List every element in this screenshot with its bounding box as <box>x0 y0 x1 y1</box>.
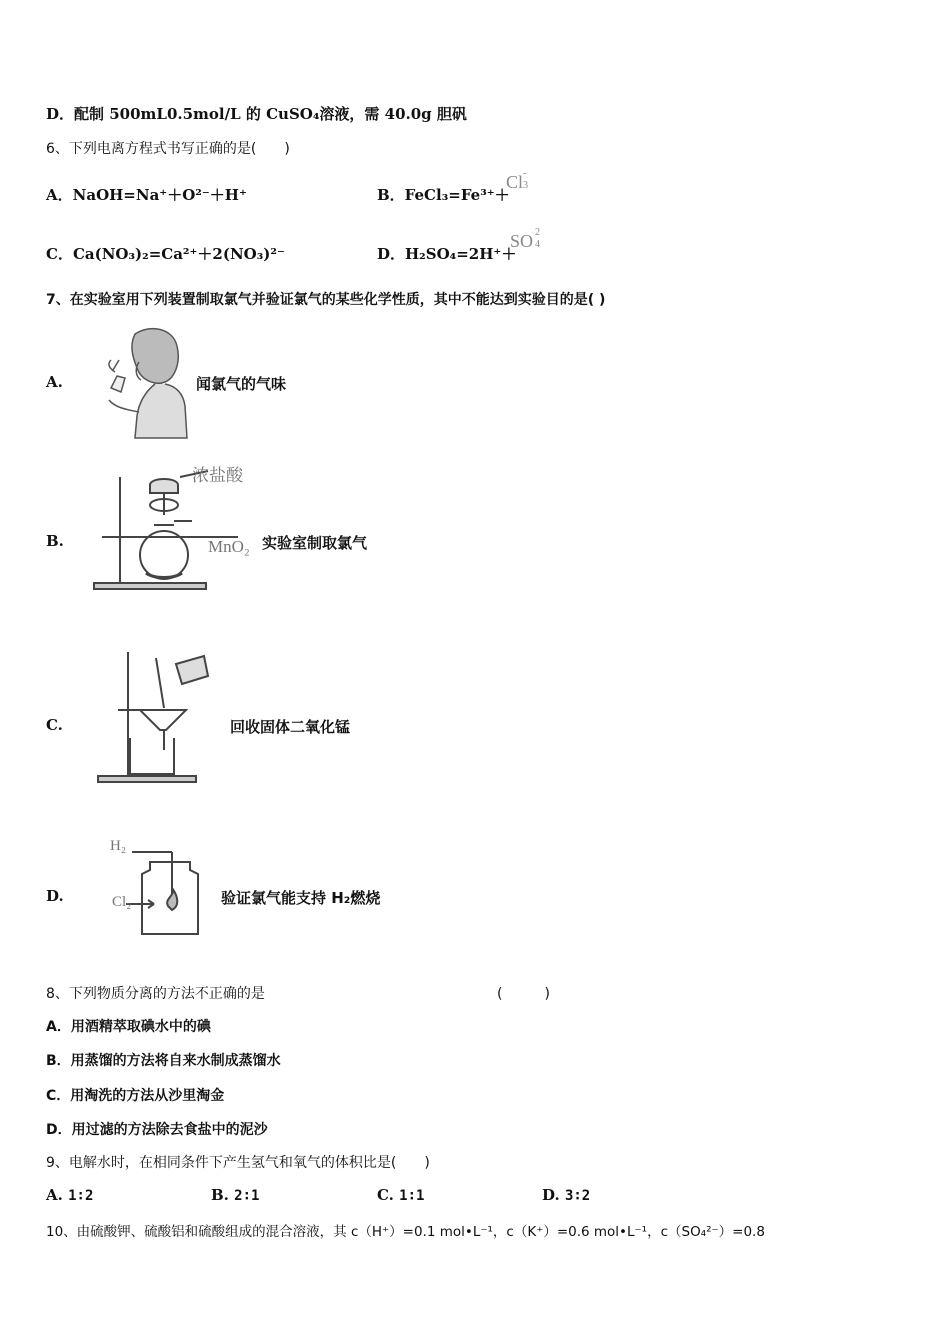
q7-c-filtration-apparatus <box>78 638 228 798</box>
q7-option-b-caption: 实验室制取氯气 <box>262 534 368 552</box>
q7-option-c-label: C. <box>46 716 63 734</box>
q7-option-c-caption: 回收固体二氧化锰 <box>230 718 351 736</box>
q8-option-a: A．用酒精萃取碘水中的碘 <box>46 1019 211 1035</box>
q7-option-a-label: A. <box>46 373 63 391</box>
q6-stem: 6、下列电离方程式书写正确的是( ) <box>46 141 290 157</box>
q5-option-d: D．配制 500mL0.5mol/L 的 CuSO₄溶液，需 40.0g 胆矾 <box>46 105 467 123</box>
q8-answer-paren: ( ) <box>497 986 550 1002</box>
q7-b-mno2-label: MnO₂ <box>208 537 250 556</box>
q8-stem: 8、下列物质分离的方法不正确的是 <box>46 986 265 1002</box>
q7-option-a-caption: 闻氯气的气味 <box>196 375 287 393</box>
q7-b-conc-hcl-label: 浓盐酸 <box>192 466 243 485</box>
q7-option-b-label: B. <box>46 532 64 550</box>
q9-stem: 9、电解水时，在相同条件下产生氢气和氧气的体积比是( ) <box>46 1155 430 1171</box>
q6-option-c: C．Ca(NO₃)₂=Ca²⁺＋2(NO₃)²⁻ <box>46 245 285 263</box>
q7-d-cl2-label: Cl₂ <box>112 894 132 910</box>
q7-option-d-caption: 验证氯气能支持 H₂燃烧 <box>221 889 381 907</box>
q7-a-smelling-figure <box>95 322 195 440</box>
q7-option-d-label: D. <box>46 887 64 905</box>
q8-option-d: D．用过滤的方法除去食盐中的泥沙 <box>46 1122 268 1138</box>
q8-option-c: C．用淘洗的方法从沙里淘金 <box>46 1088 225 1104</box>
q6-option-a: A．NaOH=Na⁺＋O²⁻＋H⁺ <box>46 186 247 204</box>
q9-option-b: B. 2∶1 <box>211 1186 260 1204</box>
q9-option-d: D. 3∶2 <box>542 1186 591 1204</box>
q6-option-b-ion: Cl - 3 <box>506 168 529 192</box>
q6-option-d-ion: SO 2 4 <box>510 227 541 251</box>
q8-option-b: B．用蒸馏的方法将自来水制成蒸馏水 <box>46 1053 281 1069</box>
q10-stem: 10、由硫酸钾、硫酸铝和硫酸组成的混合溶液，其 c（H⁺）=0.1 mol•L⁻¹，c（K⁺）=0.6 mol•L⁻¹，c（SO₄²⁻）=0.8 <box>46 1224 765 1240</box>
q9-option-a: A. 1∶2 <box>46 1186 94 1204</box>
q9-option-c: C. 1∶1 <box>377 1186 425 1204</box>
q6-option-d: D．H₂SO₄=2H⁺＋ <box>377 245 517 263</box>
q7-stem: 7、在实验室用下列装置制取氯气并验证氯气的某些化学性质，其中不能达到实验目的是( ) <box>46 292 606 308</box>
q6-option-b: B．FeCl₃=Fe³⁺＋ <box>377 186 510 204</box>
q7-d-h2-label: H₂ <box>110 838 127 854</box>
